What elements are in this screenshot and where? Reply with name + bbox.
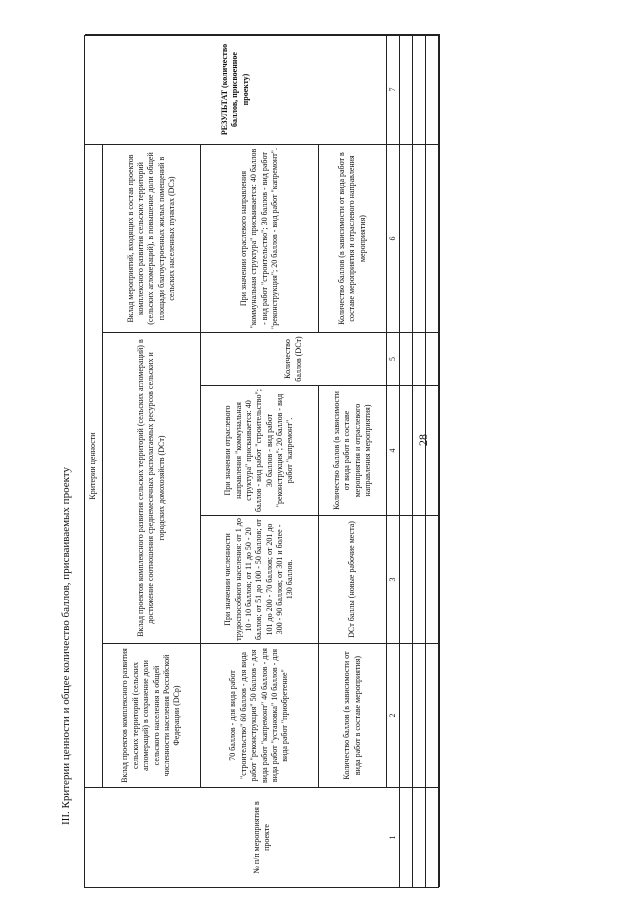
empty-cell [426, 385, 440, 515]
col-number-4: 4 [387, 385, 400, 515]
section-heading: III. Критерии ценности и общее количество баллов, присваиваемых проекту [60, 467, 72, 825]
col4-count: Количество баллов (в зависимости от вида работ в составе мероприятия и отраслевого направления мероприятия) [319, 385, 387, 515]
col5-body: Количество баллов (DCт) [201, 332, 387, 385]
empty-cell [400, 34, 413, 144]
empty-cell [400, 515, 413, 643]
empty-cell [413, 144, 426, 332]
col3-count: DCт баллы (новые рабочие места) [319, 515, 387, 643]
col-number-5: 5 [387, 332, 400, 385]
empty-cell [400, 144, 413, 332]
col-number-3: 3 [387, 515, 400, 643]
empty-cell [426, 643, 440, 787]
page-number: 28 [416, 434, 430, 446]
col-number-6: 6 [387, 144, 400, 332]
empty-cell [413, 515, 426, 643]
empty-cell [400, 787, 413, 887]
empty-cell [413, 34, 426, 144]
empty-cell [426, 144, 440, 332]
empty-cell [413, 385, 426, 515]
empty-cell [426, 515, 440, 643]
col4-body: При значении отраслевого направления "коммунальная структура" присваивается: 40 баллов - вид работ "строительство"; 30 баллов - вид работ "реконструкция"; 20 баллов - вид работ "капремонт". [201, 385, 319, 515]
col2-body: 70 баллов - для вида работ "строительство" 60 баллов - для вида работ "реконструкция" 50 баллов - для вида работ "капремонт" 40 баллов - для вида работ "установка" 10 баллов - для вида работ "приобретение" [201, 643, 319, 787]
empty-cell [426, 787, 440, 887]
empty-cell [413, 643, 426, 787]
empty-cell [426, 34, 440, 144]
col-number-2: 2 [387, 643, 400, 787]
empty-cell [400, 332, 413, 385]
empty-cell [400, 643, 413, 787]
col34-title: Вклад проектов комплексного развития сельских территорий (сельских агломераций) в достижение соотношения среднемесячных располагаемых ресурсов сельских и городских домохозяйств (DCт) [103, 332, 201, 643]
col6-title: Вклад мероприятий, входящих в состав проектов комплексного развития сельских территорий (сельских агломераций), в повышение доли общей площади благоустроенных жилых помещений в сельских населенных пунктах (DCз) [103, 144, 201, 332]
criteria-group-header: Критерии ценности [85, 144, 103, 787]
empty-cell [413, 787, 426, 887]
col6-count: Количество баллов (в зависимости от вида работ в составе мероприятия и отраслевого направления мероприятия) [319, 144, 387, 332]
col3-body: При значении численности трудоспособного населения: от 1 до 10 - 10 баллов; от 11 до 50 - 20 баллов; от 51 до 100 - 50 баллов; от 101 до 200 - 70 баллов; от 201 до 300 - 90 баллов; от 301 и более - 130 баллов. [201, 515, 319, 643]
empty-cell [413, 332, 426, 385]
col-number-1: 1 [387, 787, 400, 887]
result-header: РЕЗУЛЬТАТ (количество баллов, присвоенное проекту) [85, 34, 387, 144]
empty-cell [426, 332, 440, 385]
col2-title: Вклад проектов комплексного развития сельских территорий (сельских агломераций) в сохранение доли сельского населения в общей численности населения Российской Федерации (DCр) [103, 643, 201, 787]
col-number-7: 7 [387, 34, 400, 144]
col2-count: Количество баллов (в зависимости от вида работ в составе мероприятия) [319, 643, 387, 787]
num-col-header: № п/п мероприятия в проекте [85, 787, 440, 887]
criteria-table [84, 35, 439, 888]
col6-body: При значении отраслевого направления "коммунальная структура" присваивается: 40 баллов - вид работ "строительство"; 30 баллов - вид работ "реконструкция"; 20 баллов - вид работ "капремонт". [201, 144, 319, 332]
empty-cell [400, 385, 413, 515]
